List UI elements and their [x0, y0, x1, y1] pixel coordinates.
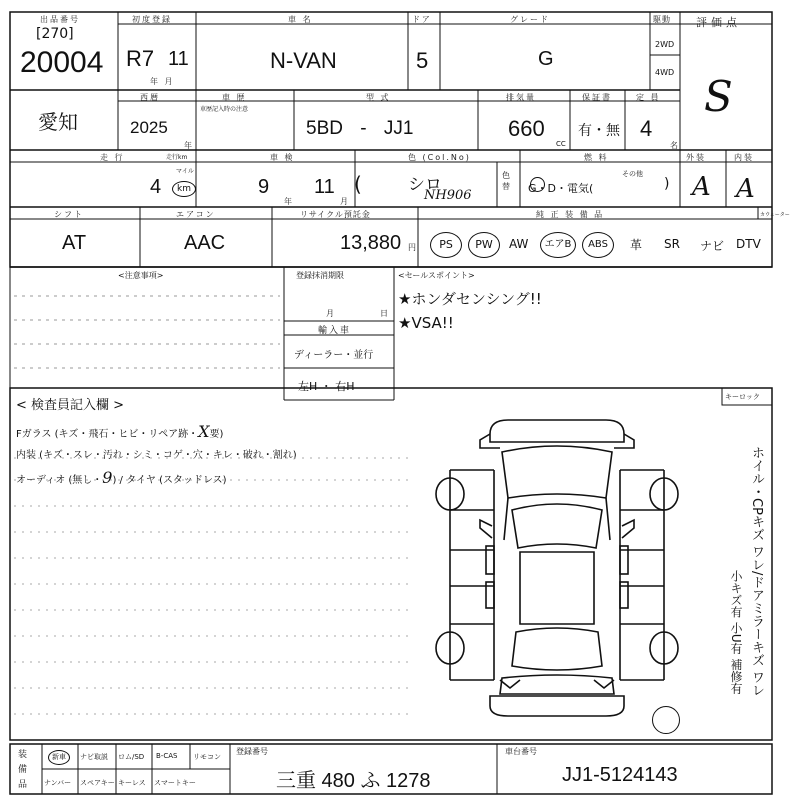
- side-note-2: 小キズ有 小U有 補修有: [729, 570, 743, 695]
- mileage-unit: km: [172, 181, 196, 197]
- import-dealer: ディーラー・並行: [294, 350, 374, 361]
- cc: 660: [508, 116, 545, 141]
- region: 愛知: [38, 110, 78, 134]
- reg-day: 日: [380, 309, 388, 318]
- inspector-line1: [16, 422, 223, 441]
- footer-navi-manual: ナビ取説: [80, 753, 108, 761]
- doors: 5: [416, 48, 429, 73]
- equip-sunroof: SR: [664, 237, 680, 251]
- reg-label: 登録抹消期限: [296, 271, 344, 280]
- equip-label: 純 正 装 備 品: [536, 210, 605, 219]
- audio-end: ) / タイヤ (スタッドレス): [112, 475, 227, 486]
- capacity-unit: 名: [670, 141, 680, 150]
- footer-rom-sd: ロム/SD: [118, 753, 145, 761]
- first-reg-unit: 年 月: [150, 77, 175, 86]
- warranty: 有・無: [578, 123, 620, 139]
- inspector-dotted-lines: [14, 440, 424, 740]
- cc-label: 排気量: [506, 93, 536, 102]
- plate-label: 登録番号: [236, 747, 268, 756]
- mileage: 4: [150, 176, 162, 198]
- color-label: 色 (Col.No): [408, 153, 471, 162]
- score-label: 評価点: [696, 16, 741, 29]
- type-label: 型 式: [366, 93, 391, 102]
- ext: A: [692, 172, 711, 202]
- import-label: 輸入車: [318, 326, 352, 336]
- car-diagram: [430, 410, 690, 730]
- ac: AAC: [184, 232, 226, 254]
- grade-label: グレード: [510, 15, 550, 24]
- chassis: JJ1-5124143: [562, 764, 678, 786]
- glass-mark: X: [198, 422, 210, 441]
- int: A: [736, 174, 755, 204]
- recycle-unit: 円: [408, 243, 416, 252]
- shift: AT: [62, 232, 87, 254]
- recycle-label: リサイクル預託金: [300, 210, 371, 219]
- lot-label: 出品番号: [40, 15, 80, 24]
- shift-label: シフト: [54, 210, 84, 219]
- year: 2025: [130, 118, 168, 137]
- items-label-2: 備: [18, 765, 28, 775]
- footer-spare-key: スペアキー: [80, 779, 115, 787]
- inspection-year: 9: [258, 176, 270, 198]
- mileage-label: 走 行: [100, 153, 125, 162]
- side-note-1: ホイル・CPキズ ワレ/ドアミラーキズ ワレ: [749, 446, 764, 697]
- first-reg-label: 初度登録: [132, 15, 172, 24]
- caution-dotted-lines: [14, 282, 282, 382]
- glass-end: 要): [209, 429, 224, 440]
- items-label-1: 装: [18, 750, 28, 760]
- sale-point-1: ★ホンダセンシング!!: [398, 290, 542, 308]
- ac-label: エアコン: [176, 210, 216, 219]
- first-reg-month: 11: [168, 48, 189, 70]
- lot-number: 20004: [20, 46, 104, 79]
- inspection-unit-y: 年: [284, 197, 294, 206]
- equip-airbag: エアB: [540, 232, 576, 258]
- equip-pw: PW: [468, 232, 500, 258]
- equip-dtv: DTV: [736, 237, 761, 251]
- score: S: [704, 72, 733, 121]
- inspection-month: 11: [314, 176, 335, 198]
- auction-sheet: 出品番号 [270] 20004 初度登録 R7 11 年 月 車 名 N-VAN ドア 5 グレード G 駆動 2WD 4WD 評価点 S 愛知 西暦 2025 年 車 歴 車歴記入時の注意 型 式 5BD - JJ1 排気量 660 CC 保証書 有・無 定 員 4 名 走 行 走行km 4 マイル km 車 検 9 年 11 月 色 (Col.No) ( シロ NH906 色替 燃 料 G・D・電気( その他 ) 外装 A 内装 A シフト AT エアコン AAC リサイクル預託金 13,880 円 純 正 装 備 品 カウェーター PS PW AW エアB ABS 革 SR ナビ DTV <注意事項> 登録抹消期限 月 日 輸入車 ディーラー・並行 左H ・ 右H <セールスポイント> ★ホンダセンシング!! ★VSA!! < 検査員記入欄 > キーロック Fガラス (キズ・飛石・ヒビ・リペア跡・X要) 内装 (キズ・スレ・汚れ・シミ・コゲ・穴・キレ・破れ・割れ) オーディオ (無し・9) / タイヤ (スタッドレス) ホイル・CPキズ ワレ/ドアミラーキズ ワレ 小キズ有 小U有 補修有 装 備 品 新車 ナビ取説 ロム/SD B-CAS リモコン ナンバー スペアキー キーレス スマートキー 登録番号 三重 480 ふ 1278 車台番号 JJ1-5124143: [0, 0, 800, 800]
- import-hand: 左H ・ 右H: [298, 380, 355, 393]
- sale-label: <セールスポイント>: [398, 271, 475, 280]
- audio-text: オーディオ (無し・: [16, 475, 103, 486]
- mileage-mile: マイル: [176, 168, 194, 175]
- items-label: [18, 748, 30, 793]
- equip-aw: AW: [509, 237, 529, 251]
- footer-number: ナンバー: [44, 779, 72, 787]
- year-label: 西暦: [140, 93, 160, 102]
- lot-bracket: [270]: [36, 26, 74, 42]
- items-label-3: 品: [18, 780, 28, 790]
- caution-label: <注意事項>: [118, 271, 164, 280]
- chassis-label: 車台番号: [505, 747, 537, 756]
- equip-ps: PS: [430, 232, 462, 258]
- ext-label: 外装: [686, 153, 706, 162]
- int-label: 内装: [734, 153, 754, 162]
- model-label: 車 名: [288, 15, 313, 24]
- reg-month: 月: [326, 309, 334, 318]
- audio-mark: 9: [102, 468, 113, 487]
- glass-text: Fガラス (キズ・飛石・ヒビ・リペア跡・: [16, 429, 199, 440]
- grade: G: [538, 48, 554, 70]
- first-reg-era: R7: [126, 46, 155, 71]
- footer-remote: リモコン: [193, 753, 221, 761]
- inspector-line2: 内装 (キズ・スレ・汚れ・シミ・コゲ・穴・キレ・破れ・割れ): [16, 450, 297, 461]
- warranty-label: 保証書: [582, 93, 612, 102]
- footer-bcas: B-CAS: [156, 752, 178, 760]
- cc-unit: CC: [556, 140, 566, 148]
- drive-label: 駆動: [653, 15, 671, 24]
- footer-keyless: キーレス: [118, 779, 146, 787]
- capacity: 4: [640, 116, 653, 141]
- fuel-selected-ring: [530, 177, 545, 192]
- color-code: NH906: [424, 188, 472, 203]
- inspector-title: < 検査員記入欄 >: [16, 398, 125, 413]
- equip-navi: ナビ: [700, 239, 725, 253]
- type-code: 5BD - JJ1: [306, 118, 414, 139]
- plate: 三重 480 ふ 1278: [276, 770, 431, 792]
- recycle: 13,880: [340, 232, 402, 254]
- spare-tire-circle: [652, 706, 680, 734]
- equip-abs: ABS: [582, 232, 614, 258]
- color-change: 色替: [502, 171, 510, 191]
- drive-2wd: 2WD: [655, 40, 675, 49]
- drive-4wd: 4WD: [655, 68, 675, 77]
- history-label: 車 歴: [222, 93, 247, 102]
- sale-point-2: ★VSA!!: [398, 314, 454, 332]
- footer-new-car: 新車: [48, 750, 70, 765]
- doors-label: ドア: [412, 15, 432, 24]
- model-name: N-VAN: [270, 48, 337, 73]
- mileage-unit-label: 走行km: [166, 154, 188, 161]
- inspection-label: 車 検: [270, 153, 295, 162]
- fuel-other: その他: [622, 170, 643, 178]
- inspection-unit-m: 月: [340, 197, 350, 206]
- capacity-label: 定 員: [636, 93, 661, 102]
- year-unit: 年: [184, 141, 194, 150]
- equip-leather: 革: [630, 238, 643, 252]
- equip-extra: カウェーター: [760, 212, 790, 218]
- color: シロ: [408, 175, 442, 195]
- history-note: 車歴記入時の注意: [200, 106, 249, 113]
- keylock-label: キーロック: [725, 393, 760, 401]
- fuel-label: 燃 料: [584, 153, 609, 162]
- footer-smart-key: スマートキー: [154, 779, 196, 787]
- fuel: G・D・電気(: [528, 182, 594, 195]
